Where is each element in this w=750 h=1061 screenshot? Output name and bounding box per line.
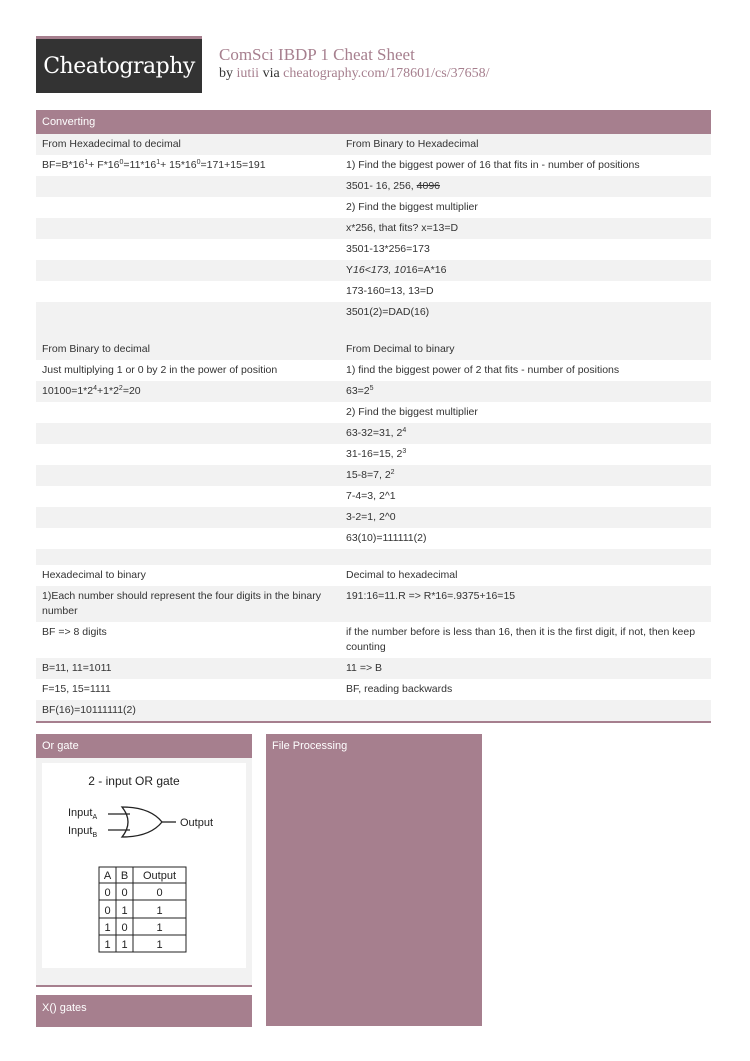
input-b-label: [68, 825, 97, 839]
table-row: [36, 239, 711, 260]
exponent: 1: [84, 159, 89, 166]
exponent: 4: [402, 427, 407, 434]
or-gate-image: [42, 763, 246, 968]
table-row: [36, 507, 711, 528]
section-title: Converting: [36, 110, 711, 134]
italic-text: 16<173, 10: [353, 264, 406, 276]
exponent: 1: [156, 159, 161, 166]
table-cell: F=15, 15=1111: [42, 683, 111, 695]
table-row: [36, 134, 711, 155]
table-cell: [36, 260, 340, 281]
tt-cell: 1: [104, 939, 111, 951]
sheet-title[interactable]: ComSci IBDP 1 Cheat Sheet: [219, 45, 415, 64]
table-cell: 3501-13*256=173: [346, 243, 430, 255]
table-cell: 11 => B: [340, 658, 711, 679]
exponent: 4: [93, 385, 98, 392]
or-gate-body: [36, 758, 252, 985]
tt-cell: 0: [104, 905, 111, 917]
cell-text: 63-32=31, 2: [346, 427, 403, 439]
converting-section: [36, 110, 711, 723]
table-row: [36, 658, 711, 679]
table-cell: [36, 507, 340, 528]
table-cell: [36, 239, 340, 260]
section-title: Or gate: [36, 734, 252, 758]
cell-text: 31-16=15, 2: [346, 448, 403, 460]
table-cell: 2) Find the biggest multiplier: [346, 406, 478, 418]
spacer-row: [36, 549, 711, 565]
by-prefix: by: [219, 66, 233, 81]
table-cell: [36, 444, 340, 465]
table-row: [36, 402, 711, 423]
section-title: X() gates: [36, 995, 252, 1025]
table-row: [36, 528, 711, 549]
struck-value: 4096: [416, 180, 440, 192]
table-cell: [36, 176, 340, 197]
converting-table: [36, 134, 711, 721]
cell-text: 15-8=7, 2: [346, 469, 391, 481]
tt-cell: 0: [104, 887, 111, 899]
cell-text: 3501- 16, 256,: [346, 180, 417, 192]
subscript-b: B: [92, 832, 98, 839]
table-cell: [36, 155, 340, 176]
tt-header: A: [103, 870, 112, 882]
formula-part: =20: [122, 385, 141, 397]
or-gate-diagram: [42, 763, 246, 968]
table-cell: [36, 528, 340, 549]
formula-part: 10100=1*2: [42, 385, 94, 397]
tt-cell: 1: [121, 905, 128, 917]
table-cell: [36, 465, 340, 486]
tt-header: B: [120, 870, 129, 882]
formula-part: BF=B*16: [42, 159, 85, 171]
tt-header: Output: [142, 870, 177, 882]
table-cell: [36, 197, 340, 218]
truth-table-text: [104, 870, 176, 951]
subscript-a: A: [92, 814, 98, 821]
via-text: via: [262, 66, 280, 81]
table-row: [36, 700, 711, 721]
table-cell: BF => 8 digits: [42, 626, 107, 638]
table-cell: [340, 444, 711, 465]
table-row: [36, 281, 711, 302]
table-cell: 63(10)=111111(2): [346, 532, 427, 544]
table-cell: if the number before is less than 16, then it is the first digit, if not, then keep counting: [346, 626, 696, 653]
table-cell: [36, 281, 340, 302]
table-cell: B=11, 11=1011: [36, 658, 340, 679]
table-cell: 2) Find the biggest multiplier: [346, 201, 478, 213]
table-cell: 1) Find the biggest power of 16 that fits in - number of positions: [346, 159, 640, 171]
tt-cell: 0: [121, 922, 128, 934]
table-row: [36, 339, 711, 360]
table-cell: From Hexadecimal to decimal: [36, 134, 340, 155]
table-cell: x*256, that fits? x=13=D: [340, 218, 711, 239]
table-row: [36, 360, 711, 381]
table-cell: 191:16=11.R => R*16=.9375+16=15: [340, 586, 711, 622]
table-cell: [36, 302, 340, 323]
table-row: [36, 218, 711, 239]
diagram-title: 2 - input OR gate: [88, 774, 180, 788]
table-cell: 1)Each number should represent the four digits in the binary number: [36, 586, 340, 622]
table-cell: [36, 549, 711, 565]
section-title: File Processing: [272, 740, 348, 752]
table-row: [36, 679, 711, 700]
table-cell: BF(16)=10111111(2): [36, 700, 340, 721]
input-label: Input: [68, 825, 93, 837]
formula-part: +1*2: [97, 385, 119, 397]
table-cell: Just multiplying 1 or 0 by 2 in the power of position: [42, 364, 278, 376]
table-cell: [340, 465, 711, 486]
file-processing-section: [266, 734, 482, 1026]
table-cell: 1) find the biggest power of 2 that fits - number of positions: [346, 364, 620, 376]
formula-part: =171+15=191: [200, 159, 266, 171]
table-cell: [36, 218, 340, 239]
tt-cell: 1: [156, 905, 163, 917]
tt-cell: 1: [121, 939, 128, 951]
formula-part: =11*16: [123, 159, 157, 171]
table-cell: 3501(2)=DAD(16): [340, 302, 711, 323]
input-label: Input: [68, 807, 93, 819]
table-row: [36, 444, 711, 465]
table-row: [36, 622, 711, 658]
table-cell: [340, 176, 711, 197]
table-cell: From Decimal to binary: [340, 339, 711, 360]
table-cell: 7-4=3, 2^1: [346, 490, 396, 502]
table-cell: [340, 700, 711, 721]
cell-text: 16=A*16: [405, 264, 447, 276]
table-cell: [36, 402, 340, 423]
table-row: [36, 465, 711, 486]
table-row: [36, 176, 711, 197]
table-row: [36, 260, 711, 281]
table-row: [36, 486, 711, 507]
table-cell: [36, 423, 340, 444]
table-cell: [36, 486, 340, 507]
table-row: [36, 565, 711, 586]
logo-text: Cheatography: [43, 53, 195, 79]
table-cell: [340, 260, 711, 281]
table-row: [36, 197, 711, 218]
page-header: [36, 36, 712, 94]
cell-text: Y: [346, 264, 354, 276]
tt-cell: 0: [156, 887, 163, 899]
table-row: [36, 155, 711, 176]
or-gate-symbol: [108, 807, 176, 837]
tt-cell: 1: [104, 922, 111, 934]
formula-part: + 15*16: [160, 159, 197, 171]
table-cell: Hexadecimal to binary: [42, 569, 146, 581]
tt-cell: 1: [156, 922, 163, 934]
tt-cell: 0: [121, 887, 128, 899]
exponent: 3: [402, 448, 407, 455]
table-row: [36, 423, 711, 444]
table-cell: [340, 381, 711, 402]
exponent: 0: [119, 159, 124, 166]
exponent: 2: [390, 469, 395, 476]
table-row: [36, 586, 711, 622]
table-cell: Decimal to hexadecimal: [346, 569, 458, 581]
table-cell: BF, reading backwards: [346, 683, 453, 695]
or-gate-body-shape: [122, 807, 162, 837]
table-row: [36, 381, 711, 402]
exponent: 0: [196, 159, 201, 166]
output-label: Output: [180, 817, 214, 829]
table-cell: [340, 423, 711, 444]
table-cell: 3-2=1, 2^0: [340, 507, 711, 528]
table-cell: From Binary to decimal: [36, 339, 340, 360]
table-row: [36, 302, 711, 323]
tt-cell: 1: [156, 939, 163, 951]
exponent: 5: [369, 385, 374, 392]
cheatography-logo[interactable]: [36, 36, 202, 93]
table-cell: [36, 381, 340, 402]
x-gates-section: [36, 995, 252, 1027]
formula-part: + F*16: [88, 159, 120, 171]
byline: [219, 66, 490, 82]
table-cell: [36, 323, 711, 339]
or-gate-section: [36, 734, 252, 987]
spacer-row: [36, 323, 711, 339]
author-link[interactable]: iutii: [236, 66, 260, 81]
table-cell: 173-160=13, 13=D: [346, 285, 434, 297]
sheet-url-link[interactable]: cheatography.com/178601/cs/37658/: [283, 66, 490, 81]
table-cell: From Binary to Hexadecimal: [340, 134, 711, 155]
exponent: 2: [118, 385, 123, 392]
cell-text: 63=2: [346, 385, 370, 397]
input-a-label: [68, 807, 97, 821]
